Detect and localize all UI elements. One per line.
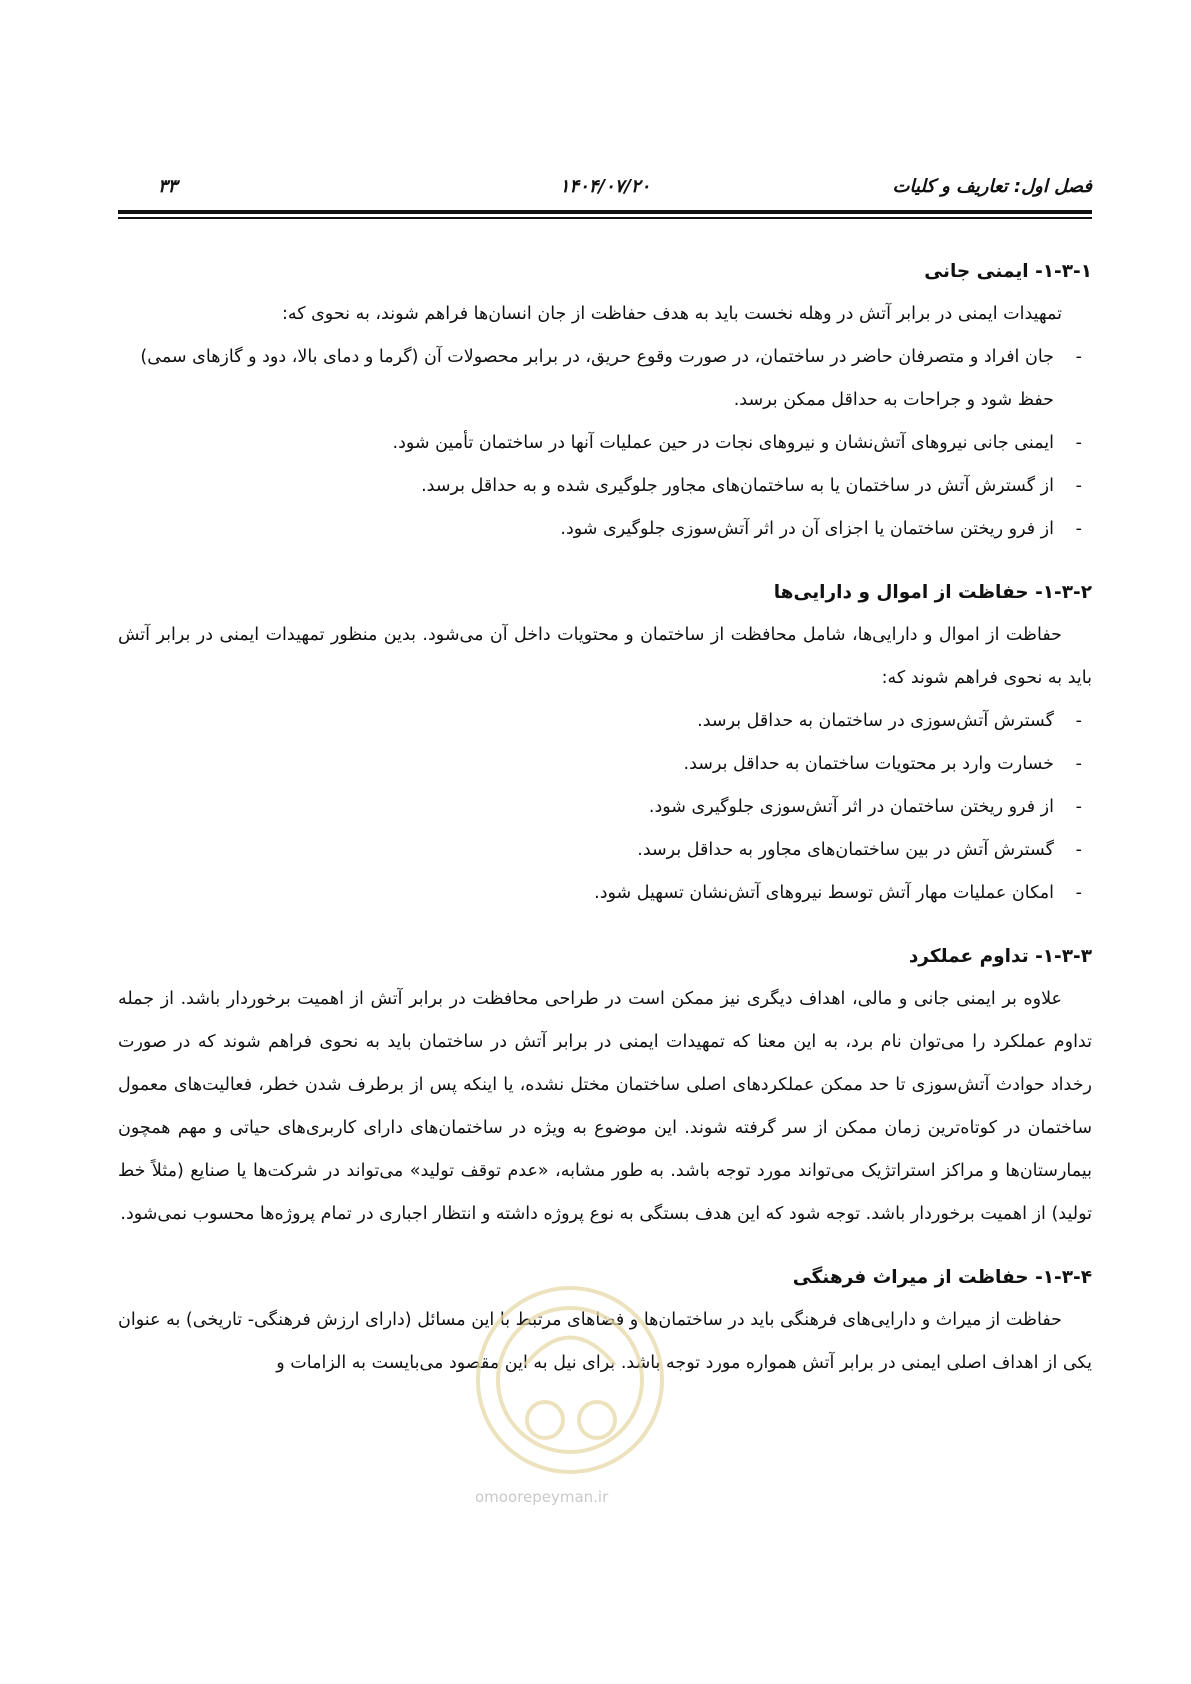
- dash-bullet-icon: -: [1075, 476, 1082, 496]
- list-item: - امکان عملیات مهار آتش توسط نیروهای آتش‌نشان تسهیل شود.: [118, 872, 1054, 915]
- header-date: ۱۴۰۴/۰۷/۲۰: [559, 176, 651, 197]
- section-heading: ۱-۳-۳- تداوم عملکرد: [908, 946, 1092, 967]
- section-paragraph: علاوه بر ایمنی جانی و مالی، اهداف دیگری نیز ممکن است در طراحی محافظت در برابر آتش از اهمیت برخوردار باشد. از جمله تداوم عملکرد را می‌توان نام برد، به این معنا که تمهیدات ایمنی در برابر آتش در ساختمان باید به نحوی فراهم شوند که در صورت رخداد حوادث آتش‌سوزی تا حد ممکن عملکردهای اصلی ساختمان مختل نشده، یا اینکه پس از برطرف شدن خطر، فعالیت‌های معمول ساختمان در کوتاه‌ترین زمان ممکن از سر گرفته شوند. این موضوع به ویژه در ساختمان‌های دارای کاربری‌های حیاتی و مهم همچون بیمارستان‌ها و مراکز استراتژیک می‌تواند مورد توجه باشد. به طور مشابه، «عدم توقف تولید» می‌تواند در شرکت‌ها یا صنایع (مثلاً خط تولید) از اهمیت برخوردار باشد. توجه شود که این هدف بستگی به نوع پروژه داشته و انتظار اجباری در تمام پروژه‌ها محسوب نمی‌شود.: [118, 989, 1092, 1224]
- dash-bullet-icon: -: [1075, 433, 1082, 453]
- dash-bullet-icon: -: [1075, 840, 1082, 860]
- section-paragraph: حفاظت از اموال و دارایی‌ها، شامل محافظت از ساختمان و محتویات داخل آن می‌شود. بدین منظور تمهیدات ایمنی در برابر آتش باید به نحوی فراهم شوند که:: [118, 625, 1092, 688]
- bullet-list: [118, 700, 1092, 915]
- list-item: - جان افراد و متصرفان حاضر در ساختمان، در صورت وقوع حریق، در برابر محصولات آن (گرما و دمای بالا، دود و گازهای سمی) حفظ شود و جراحات به حداقل ممکن برسد.: [118, 336, 1054, 422]
- section-heading: ۱-۳-۴- حفاظت از میراث فرهنگی: [792, 1267, 1092, 1288]
- header-rule-thin: [118, 217, 1092, 219]
- header-rule-thick: [118, 210, 1092, 214]
- list-item: - خسارت وارد بر محتویات ساختمان به حداقل برسد.: [118, 743, 1054, 786]
- dash-bullet-icon: -: [1075, 347, 1082, 367]
- document-page: [118, 0, 1092, 1684]
- section-paragraph: حفاظت از میراث و دارایی‌های فرهنگی باید در ساختمان‌ها و فضاهای مرتبط با این مسائل (دارای ارزش فرهنگی- تاریخی) به عنوان یکی از اهداف اصلی ایمنی در برابر آتش همواره مورد توجه باشد. برای نیل به این مقصود می‌بایست به الزامات و: [118, 1310, 1092, 1373]
- page-content: [118, 250, 1092, 1385]
- dash-bullet-icon: -: [1075, 711, 1082, 731]
- dash-bullet-icon: -: [1075, 519, 1082, 539]
- section-heading: ۱-۳-۱- ایمنی جانی: [924, 261, 1092, 282]
- list-item: - گسترش آتش‌سوزی در ساختمان به حداقل برسد.: [118, 700, 1054, 743]
- dash-bullet-icon: -: [1075, 883, 1082, 903]
- dash-bullet-icon: -: [1075, 797, 1082, 817]
- bullet-list: [118, 336, 1092, 551]
- dash-bullet-icon: -: [1075, 754, 1082, 774]
- page-header: [118, 176, 1092, 206]
- watermark-text: omoorepeyman.ir: [475, 1488, 609, 1506]
- list-item: - از فرو ریختن ساختمان در اثر آتش‌سوزی جلوگیری شود.: [118, 786, 1054, 829]
- list-item: - گسترش آتش در بین ساختمان‌های مجاور به حداقل برسد.: [118, 829, 1054, 872]
- chapter-title: فصل اول: تعاریف و کلیات: [892, 176, 1092, 197]
- section-heading: ۱-۳-۲- حفاظت از اموال و دارایی‌ها: [773, 582, 1092, 603]
- list-item: - از گسترش آتش در ساختمان یا به ساختمان‌های مجاور جلوگیری شده و به حداقل برسد.: [118, 465, 1054, 508]
- section-paragraph: تمهیدات ایمنی در برابر آتش در وهله نخست باید به هدف حفاظت از جان انسان‌ها فراهم شوند، به نحوی که:: [281, 304, 1062, 324]
- list-item: - از فرو ریختن ساختمان یا اجزای آن در اثر آتش‌سوزی جلوگیری شود.: [118, 508, 1054, 551]
- page-number: ۳۳: [158, 176, 178, 197]
- list-item: - ایمنی جانی نیروهای آتش‌نشان و نیروهای نجات در حین عملیات آنها در ساختمان تأمین شود.: [118, 422, 1054, 465]
